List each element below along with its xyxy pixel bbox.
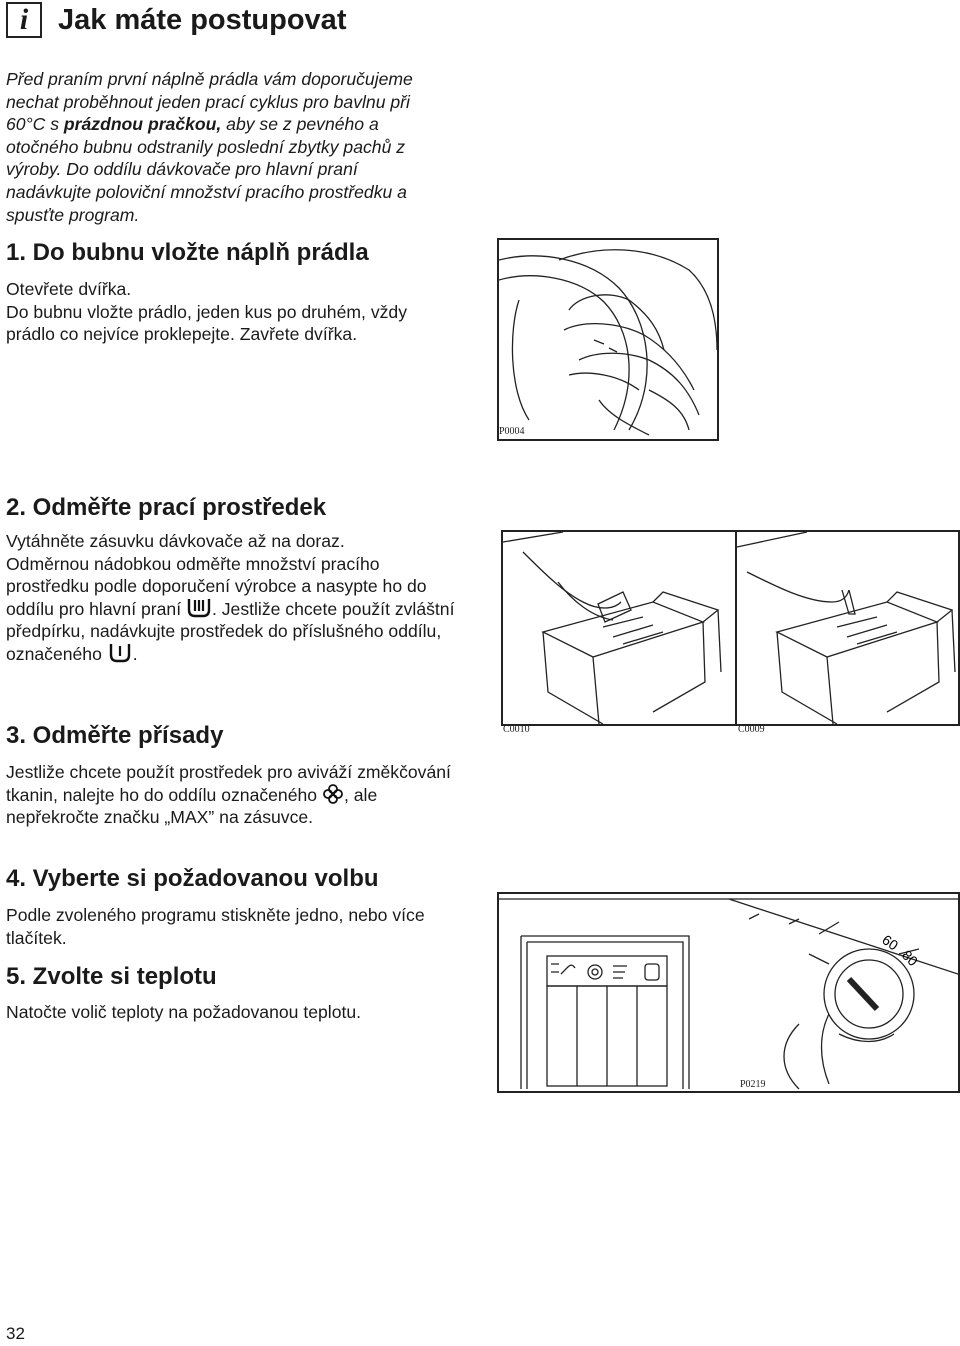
step-4-heading: 4. Vyberte si požadovanou volbu — [6, 865, 379, 892]
step-1-heading: 1. Do bubnu vložte náplň prádla — [6, 239, 369, 266]
page-title: Jak máte postupovat — [58, 4, 347, 36]
softener-flower-icon — [322, 784, 344, 804]
dispenser-right-illustration — [737, 532, 958, 724]
step-1-p2: Do bubnu vložte prádlo, jeden kus po druhém, vždy prádlo co nejvíce proklepejte. Zavřete dvířka. — [6, 301, 407, 345]
dispenser-left-figure — [501, 530, 737, 726]
info-icon-letter: i — [19, 3, 29, 36]
step-1-text — [6, 278, 456, 346]
info-icon — [6, 2, 42, 38]
dial-mark-80: 80 — [898, 946, 922, 970]
dispenser-left-illustration — [503, 532, 735, 724]
dial-mark-60: 60 — [879, 931, 902, 954]
step-3-p1-text-a: Jestliže chcete použít prostředek pro aviváží změkčování tkanin, nalejte ho do oddílu označeného — [6, 762, 451, 805]
dispenser-right-label: C0009 — [738, 724, 765, 735]
control-panel-illustration — [499, 894, 958, 1091]
dispenser-left-label: C0010 — [503, 724, 530, 735]
intro-text-1: Před praním první náplně prádla vám doporučujeme nechat proběhnout jeden prací cyklus pro bavlnu při 60°C s — [6, 69, 413, 135]
control-panel-figure — [497, 892, 960, 1093]
drum-figure-label: P0004 — [499, 426, 525, 437]
step-3-text — [6, 761, 456, 829]
step-3-p1-text-b: , ale nepřekročte značku „MAX” na zásuvce. — [6, 784, 378, 828]
page-number: 32 — [6, 1324, 25, 1343]
step-2-heading: 2. Odměřte prací prostředek — [6, 494, 327, 521]
drum-illustration — [499, 240, 717, 439]
intro-text-2: aby se z pevného a otočného bubnu odstranily poslední zbytky pachů z výroby. Do oddílu dávkovače pro hlavní praní nadávkujte poloviční množství pracího prostředku a spusťte program. — [6, 114, 407, 225]
step-5-heading: 5. Zvolte si teplotu — [6, 963, 217, 990]
drum-loading-figure — [497, 238, 719, 441]
main-wash-compartment-icon — [186, 598, 212, 618]
intro-paragraph — [6, 68, 446, 226]
step-3-heading: 3. Odměřte přísady — [6, 722, 224, 749]
step-3 — [6, 721, 456, 829]
prewash-compartment-icon — [107, 643, 133, 663]
step-3-p1 — [6, 761, 456, 829]
step-2-text — [6, 530, 456, 666]
step-1-p1: Otevřete dvířka. — [6, 279, 132, 299]
step-4-p1: Podle zvoleného programu stiskněte jedno, nebo více tlačítek. — [6, 905, 425, 948]
step-4 — [6, 864, 456, 949]
dispenser-right-figure — [735, 530, 960, 726]
step-1 — [6, 238, 456, 346]
intro-bold-text: prázdnou pračkou, — [63, 114, 222, 135]
step-2-p2 — [6, 553, 456, 666]
step-2 — [6, 493, 456, 666]
step-2-p2-text-b: . Jestliže chcete použít zvláštní předpírku, nadávkujte prostředek do příslušného oddílu, označeného — [6, 598, 455, 664]
step-4-text — [6, 904, 456, 949]
step-5-p1: Natočte volič teploty na požadovanou teplotu. — [6, 1002, 362, 1022]
step-5 — [6, 962, 456, 1024]
control-panel-label: P0219 — [740, 1079, 766, 1090]
step-2-p2-text-c: . — [132, 643, 138, 664]
step-2-p2-text-a: Odměrnou nádobkou odměřte množství pracího prostředku podle doporučení výrobce a nasypte ho do oddílu pro hlavní praní — [6, 553, 427, 619]
step-5-text — [6, 1001, 456, 1024]
step-2-p1: Vytáhněte zásuvku dávkovače až na doraz. — [6, 531, 345, 551]
